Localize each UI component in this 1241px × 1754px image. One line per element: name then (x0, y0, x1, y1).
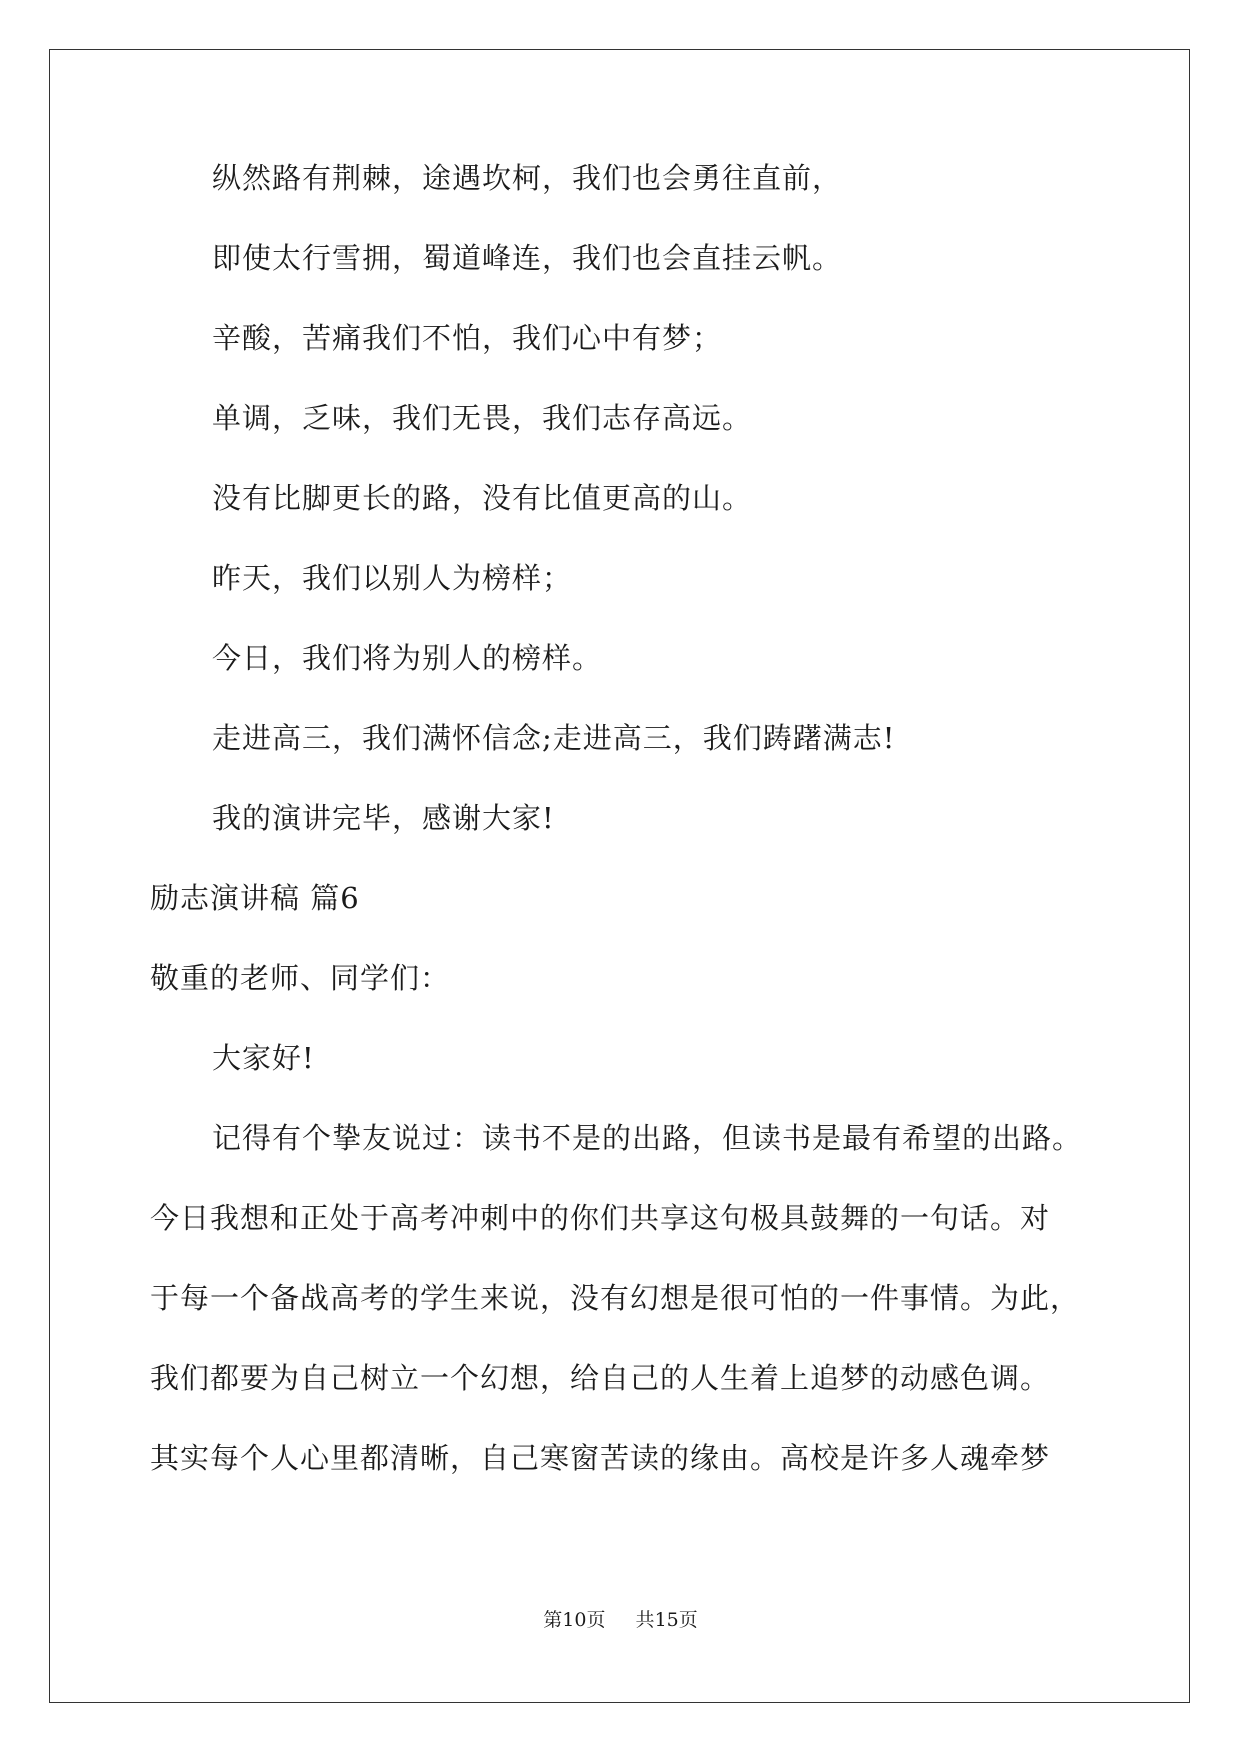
text-line: 即使太行雪拥，蜀道峰连，我们也会直挂云帆。 (212, 241, 843, 275)
total-pages-label (636, 1607, 698, 1633)
total-prefix: 共 (635, 1609, 655, 1631)
page-prefix: 第 (543, 1609, 563, 1631)
text-line: 大家好! (212, 1041, 315, 1075)
text-line: 没有比脚更长的路，没有比值更高的山。 (212, 481, 753, 515)
text-line: 单调，乏味，我们无畏，我们志存高远。 (212, 401, 753, 435)
total-suffix: 页 (678, 1609, 698, 1631)
text-line: 昨天，我们以别人为榜样； (212, 561, 573, 595)
text-line: 今日，我们将为别人的榜样。 (212, 641, 603, 675)
page-suffix: 页 (586, 1609, 606, 1631)
page-footer (0, 1607, 1241, 1633)
text-line: 走进高三，我们满怀信念;走进高三，我们踌躇满志! (212, 721, 896, 755)
text-line: 于每一个备战高考的学生来说，没有幻想是很可怕的一件事情。为此， (150, 1281, 1081, 1315)
page-number: 10 (562, 1609, 587, 1631)
text-line: 纵然路有荆棘，途遇坎柯，我们也会勇往直前， (212, 161, 843, 195)
text-line: 我们都要为自己树立一个幻想，给自己的人生着上追梦的动感色调。 (150, 1361, 1051, 1395)
text-line: 辛酸，苦痛我们不怕，我们心中有梦； (212, 321, 723, 355)
text-line: 我的演讲完毕，感谢大家! (212, 801, 555, 835)
total-pages: 15 (654, 1609, 679, 1631)
text-line: 今日我想和正处于高考冲刺中的你们共享这句极具鼓舞的一句话。对 (150, 1201, 1051, 1235)
page-number-label (543, 1607, 605, 1633)
text-line: 敬重的老师、同学们： (150, 961, 451, 995)
text-line: 其实每个人心里都清晰，自己寒窗苦读的缘由。高校是许多人魂牵梦 (150, 1441, 1051, 1475)
text-line: 记得有个挚友说过：读书不是的出路，但读书是最有希望的出路。 (212, 1121, 1083, 1155)
section-heading: 励志演讲稿 篇6 (150, 881, 360, 915)
